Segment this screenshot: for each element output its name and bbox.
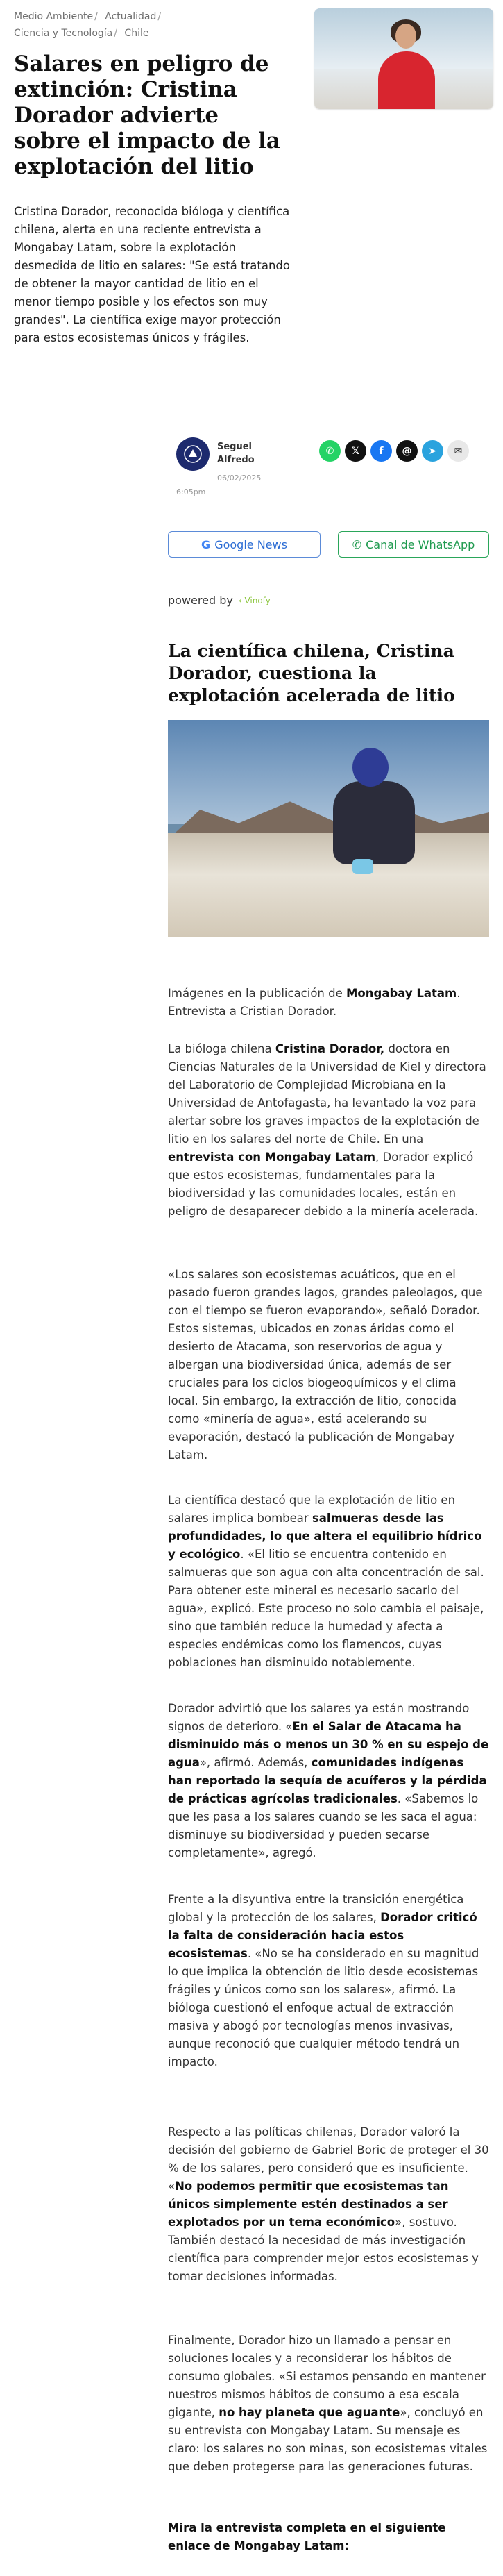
threads-icon[interactable]: @ — [396, 440, 418, 462]
google-icon: G — [201, 537, 211, 551]
paragraph-7 — [168, 2332, 489, 2476]
hero-image-person — [378, 51, 435, 109]
breadcrumb-item-actualidad[interactable]: Actualidad — [105, 11, 157, 22]
photo-sky — [168, 720, 489, 824]
p7-text: Finalmente, Dorador hizo un llamado a pensar en soluciones locales y a reconsiderar los hábitos de consumo globales. «Si estamos pensando en mantener nuestros mismos hábitos de consumo a esa escala gigante, — [168, 2334, 486, 2419]
photo-scientist — [333, 748, 416, 887]
vinofy-brand: Vinofy — [244, 595, 271, 605]
p1-bold: Cristina Dorador, — [275, 1042, 385, 1055]
email-icon[interactable]: ✉ — [447, 440, 469, 462]
photo-scientist-hood — [352, 748, 389, 787]
paragraph-4 — [168, 1700, 489, 1862]
article-title: Salares en peligro de extinción: Cristina Dorador advierte sobre el impacto de la explotación del litio — [14, 51, 281, 179]
p7-bold: no hay planeta que aguante — [219, 2406, 400, 2419]
breadcrumb-separator: / — [157, 11, 162, 22]
mongabay-link[interactable]: Mongabay Latam — [346, 987, 457, 1000]
p5-text-2: . «No se ha considerado en su magnitud lo que implica la obtención de litio desde ecosistemas frágiles y únicos como son los salares», afirmó. La bióloga cuestionó el enfoque actual de extracción masiva y abogó por tecnologías menos invasivas, aunque reconoció que cualquier método tendrá un impacto. — [168, 1947, 479, 2068]
caption-text: Imágenes en la publicación de — [168, 987, 346, 1000]
mongabay-interview-link[interactable]: entrevista con Mongabay Latam — [168, 1151, 376, 1164]
hero-image-face — [395, 24, 416, 49]
vinofy-icon: ‹ — [238, 595, 242, 605]
paragraph-8: Mira la entrevista completa en el siguiente enlace de Mongabay Latam: — [168, 2521, 446, 2552]
powered-by — [168, 594, 271, 607]
publish-date: 06/02/2025 — [217, 474, 262, 483]
google-news-label: Google News — [214, 537, 287, 551]
photo-salt-flat — [168, 833, 489, 937]
p7-text-2: », concluyó en su entrevista con Mongabay Latam. Su mensaje es claro: los salares no son minas, son ecosistemas vitales que deben protegerse para las generaciones futuras. — [168, 2406, 488, 2473]
p1-text-3: , Dorador explicó que estos ecosistemas, fundamentales para la biodiversidad y las comunidades locales, están en peligro de desaparecer debido a la minería acelerada. — [168, 1151, 479, 1218]
whatsapp-icon[interactable]: ✆ — [319, 440, 341, 462]
paragraph-6 — [168, 2123, 489, 2286]
share-bar — [319, 440, 469, 462]
powered-by-label: powered by — [168, 594, 233, 607]
whatsapp-channel-button[interactable] — [338, 531, 489, 558]
article-lead: Cristina Dorador, reconocida bióloga y científica chilena, alerta en una reciente entrevista a Mongabay Latam, sobre la explotación desmedida de litio en salares: "Se está tratando de obtener la mayor cantidad de litio en el menor tiempo posible y los efectos son muy grandes". La científica exige mayor protección para estos ecosistemas únicos y frágiles. — [14, 205, 290, 344]
author-avatar[interactable] — [176, 437, 210, 471]
p4-bold-2: comunidades indígenas han reportado la sequía de acuíferos y la pérdida de prácticas agrícolas tradicionales — [168, 1756, 487, 1805]
whatsapp-channel-label: Canal de WhatsApp — [366, 537, 475, 551]
paragraph-5 — [168, 1891, 489, 2071]
breadcrumb-item-ciencia[interactable]: Ciencia y Tecnología — [14, 28, 113, 39]
p1-text: La bióloga chilena — [168, 1042, 275, 1055]
p6-bold: No podemos permitir que ecosistemas tan únicos simplemente estén destinados a ser explotados por un tema económico — [168, 2180, 449, 2229]
photo-scientist-gloves — [352, 859, 373, 874]
breadcrumb-item-medio-ambiente[interactable]: Medio Ambiente — [14, 11, 94, 22]
paragraph-3 — [168, 1491, 489, 1672]
photo-scientist-body — [333, 781, 415, 864]
p3-text: La científica destacó que la explotación de litio en salares implica bombear — [168, 1494, 456, 1525]
publish-time: 6:05pm — [176, 487, 206, 496]
p4-bold: En el Salar de Atacama ha disminuido más o menos un 30 % en su espejo de agua — [168, 1720, 489, 1769]
vinofy-logo[interactable] — [239, 596, 271, 605]
p6-text: Respecto a las políticas chilenas, Dorador valoró la decisión del gobierno de Gabriel Boric de proteger el 30 % de los salares, pero consideró que es insuficiente. « — [168, 2125, 489, 2193]
caption-text-end: . Entrevista a Cristian Dorador. — [168, 987, 461, 1018]
p4-text-3: . «Sabemos lo que les pasa a los salares cuando se les saca el agua: disminuye su biodiversidad y pueden secarse completamente», agregó. — [168, 1792, 479, 1859]
breadcrumb — [14, 8, 305, 42]
p1-text-2: doctora en Ciencias Naturales de la Universidad de Kiel y directora del Laboratorio de Complejidad Microbiana en la Universidad de Antofagasta, ha levantado la voz para alertar sobre los graves impactos de la explotación de litio en los salares del norte de Chile. En una — [168, 1042, 486, 1146]
whatsapp-small-icon: ✆ — [352, 537, 362, 551]
telegram-icon[interactable]: ➤ — [422, 440, 443, 462]
facebook-icon[interactable]: f — [370, 440, 392, 462]
breadcrumb-item-chile[interactable]: Chile — [124, 28, 149, 39]
p3-text-2: . «El litio se encuentra contenido en salmueras que son agua con alta concentración de sal. Para obtener este mineral es necesario sacarlo del agua», explicó. Este proceso no solo cambia el paisaje, sino que también reduce la humedad y afecta a especies endémicas como los flamencos, cuyas poblaciones han disminuido notablemente. — [168, 1548, 484, 1669]
breadcrumb-separator: / — [94, 11, 98, 22]
author-name[interactable]: Seguel Alfredo — [217, 442, 255, 465]
section-heading: La científica chilena, Cristina Dorador, cuestiona la explotación acelerada de litio — [168, 641, 455, 705]
paragraph-1 — [168, 1040, 489, 1221]
hero-image[interactable] — [314, 8, 493, 109]
paragraph-2: «Los salares son ecosistemas acuáticos, que en el pasado fueron grandes lagos, grandes paleolagos, que con el tiempo se fueron evaporando», señaló Dorador. Estos sistemas, ubicados en zonas áridas como el desierto de Atacama, son reservorios de agua y albergan una biodiversidad única, además de ser cruciales para los ciclos biogeoquímicos y el clima local. Sin embargo, la extracción de litio, conocida como «minería de agua», está acelerando su evaporación, destacó la publicación de Mongabay Latam. — [168, 1268, 483, 1462]
p4-text: Dorador advirtió que los salares ya están mostrando signos de deterioro. « — [168, 1702, 470, 1733]
p3-bold: salmueras desde las profundidades, lo que altera el equilibrio hídrico y ecológico — [168, 1512, 482, 1561]
p6-text-2: », sostuvo. También destacó la necesidad de más investigación científica para comprender mejor estos ecosistemas y tomar decisiones informadas. — [168, 2216, 479, 2283]
p5-bold: Dorador criticó la falta de consideración hacia estos ecosistemas — [168, 1911, 477, 1960]
author-logo-icon — [182, 444, 203, 465]
p4-text-2: », afirmó. Además, — [199, 1756, 312, 1769]
p5-text: Frente a la disyuntiva entre la transición energética global y la protección de los salares, — [168, 1893, 464, 1924]
x-icon[interactable]: 𝕏 — [345, 440, 366, 462]
photo-caption — [168, 985, 489, 1021]
breadcrumb-separator: / — [114, 28, 117, 39]
article-photo[interactable] — [168, 720, 489, 937]
google-news-button[interactable] — [168, 531, 321, 558]
